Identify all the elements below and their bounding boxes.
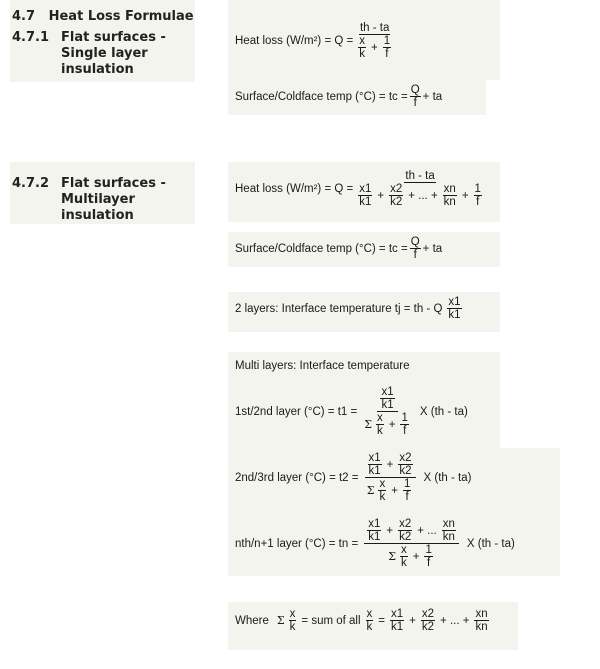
subsection-1-line: Single layer: [61, 46, 148, 61]
subsection-2-line: Multilayer: [61, 192, 135, 207]
formula-two-layer-interface: 2 layers: Interface temperature tj = th - Q $\frac{x1}{k1}$: [235, 296, 461, 322]
sigma-symbol: Σ: [276, 614, 285, 628]
fraction: [474, 183, 482, 208]
fraction-part: xn: [443, 183, 456, 196]
fraction: [380, 386, 394, 411]
fraction: [365, 452, 416, 503]
formula-surface-temp-single: Surface/Coldface temp (°C) = tc = $\frac{Q}{f}$ + ta: [235, 84, 443, 110]
subsection-2-number: 4.7.2: [12, 176, 50, 191]
formula-layer-2-3: 2nd/3rd layer (°C) = t2 = $\frac{x1}{k1}$ + $\frac{x2}{k2}$ Σ $\frac{x}{k}$ + $\frac{1}{f}$ X (th - ta): [235, 452, 472, 504]
fraction-part: kn: [442, 531, 455, 544]
fraction-part: [366, 478, 415, 503]
operator: + ... +: [408, 189, 438, 202]
fraction-part: x1: [368, 452, 381, 464]
operator: + ...: [417, 524, 437, 537]
fraction-part: k1: [448, 309, 461, 322]
fraction-part: x1: [359, 183, 372, 196]
section-title: Heat Loss Formulae: [48, 9, 194, 24]
fraction-part: f: [405, 491, 409, 504]
fraction: [364, 518, 459, 569]
fraction: [398, 452, 412, 477]
fraction-part: th - ta: [359, 22, 390, 34]
fraction-part: x1: [381, 386, 394, 398]
subsection-1-line: insulation: [61, 62, 134, 77]
fraction-part: x1: [391, 608, 404, 620]
fraction-part: x1: [448, 296, 461, 308]
fraction-part: x2: [421, 608, 435, 620]
formula-layer-n: nth/n+1 layer (°C) = tn = $\frac{x1}{k1}$ + $\frac{x2}{k2}$ + ... $\frac{xn}{kn}$ Σ $\frac{x}{k}$ + $\frac{1}{f}$ X (th - ta): [235, 518, 515, 570]
fraction: [410, 236, 421, 261]
fraction: [355, 170, 485, 208]
fraction: [443, 183, 457, 208]
operator: +: [409, 614, 416, 627]
multi-layer-heading: Multi layers: Interface temperature: [235, 360, 410, 372]
fraction-part: x: [359, 35, 365, 48]
subsection-1-line: Flat surfaces -: [61, 30, 166, 45]
formula-heat-loss-multi: Heat loss (W/m²) = Q = th - ta $\frac{x1}{k1}$ + $\frac{x2}{k2}$ + ... + $\frac{xn}{kn}$ + $\frac{1}{f}$: [235, 170, 487, 208]
fraction-part: [364, 518, 459, 544]
fraction: [376, 412, 384, 437]
fraction: [403, 478, 411, 503]
subsection-2-line: Flat surfaces -: [61, 176, 166, 191]
fraction-part: [363, 412, 412, 437]
fraction: [398, 518, 412, 543]
fraction: [378, 478, 386, 503]
fraction-part: kn: [475, 621, 488, 634]
fraction: [474, 608, 488, 633]
fraction-part: x: [400, 544, 407, 557]
operator: +: [386, 524, 394, 537]
fraction-part: f: [385, 48, 389, 61]
fraction: [421, 608, 435, 633]
operator: +: [391, 484, 398, 497]
operator: +: [388, 418, 396, 431]
fraction-part: f: [476, 196, 480, 209]
fraction-part: k: [289, 621, 296, 634]
fraction: [368, 452, 382, 477]
sigma-symbol: Σ: [366, 483, 375, 497]
fraction-part: [355, 183, 485, 208]
fraction: [442, 518, 456, 543]
fraction: [289, 608, 297, 633]
fraction-part: k: [359, 48, 365, 61]
fraction-part: 1: [425, 544, 432, 557]
sigma-symbol: Σ: [388, 549, 396, 563]
fraction-part: k1: [391, 621, 404, 634]
fraction-part: Q: [410, 236, 420, 248]
fraction: [390, 608, 404, 633]
fraction-part: th - ta: [405, 170, 435, 182]
fraction: [358, 183, 372, 208]
fraction: [410, 84, 421, 109]
fraction: [367, 518, 381, 543]
fraction-part: k2: [399, 465, 412, 478]
fraction: [358, 35, 366, 60]
fraction-part: x2: [399, 518, 412, 530]
fraction-part: f: [403, 425, 407, 438]
fraction-part: k1: [381, 399, 394, 412]
fraction-part: 1: [383, 35, 391, 48]
operator: +: [461, 189, 469, 202]
fraction: [383, 35, 391, 60]
fraction: [400, 412, 408, 437]
fraction-part: x: [379, 478, 386, 491]
fraction-part: 1: [403, 478, 411, 491]
formula-heat-loss-single: Heat loss (W/m²) = Q = th - ta $\frac{x}{k}$ + $\frac{1}{f}$: [235, 22, 396, 60]
fraction: [355, 22, 394, 60]
fraction-part: k1: [359, 196, 372, 209]
operator: +: [377, 189, 385, 202]
subsection-1-number: 4.7.1: [12, 30, 50, 45]
fraction-part: k2: [390, 196, 403, 209]
fraction-part: 1: [474, 183, 481, 196]
subsection-2-title: [61, 176, 166, 224]
operator: =: [378, 614, 385, 627]
operator: +: [370, 41, 378, 54]
fraction: [400, 544, 408, 569]
fraction: [366, 608, 374, 633]
fraction-part: [387, 544, 436, 569]
fraction-part: x2: [390, 183, 403, 196]
fraction-part: k: [377, 425, 383, 438]
fraction-part: x1: [368, 518, 381, 530]
fraction-part: x: [366, 608, 373, 620]
operator: = sum of all: [301, 614, 361, 627]
fraction-part: x2: [399, 452, 412, 464]
subsection-1-title: [61, 30, 166, 78]
section-number: 4.7: [12, 9, 36, 24]
fraction-part: xn: [442, 518, 455, 530]
fraction-part: k2: [421, 621, 435, 634]
operator: + ... +: [440, 614, 470, 627]
fraction-part: k1: [368, 465, 381, 478]
fraction: [447, 296, 461, 321]
operator: +: [412, 550, 420, 563]
fraction-part: 1: [401, 412, 408, 425]
fraction-part: Q: [410, 84, 420, 96]
fraction-part: k2: [399, 531, 412, 544]
fraction-part: kn: [443, 196, 456, 209]
fraction-part: k: [400, 557, 407, 570]
subsection-2-line: insulation: [61, 208, 134, 223]
formula-layer-1-2: 1st/2nd layer (°C) = t1 = $\frac{x1}{k1}$ Σ $\frac{x}{k}$ + $\frac{1}{f}$ X (th - ta): [235, 386, 468, 438]
fraction-part: xn: [475, 608, 488, 620]
fraction-part: f: [413, 249, 417, 262]
formula-sum-definition: Where Σ $\frac{x}{k}$ = sum of all $\frac{x}{k}$ = $\frac{x1}{k1}$ + $\frac{x2}{k2}$ + ... + $\frac{xn}{kn}$: [235, 608, 488, 634]
fraction-part: [377, 386, 397, 412]
operator: +: [386, 458, 394, 471]
fraction: [424, 544, 432, 569]
fraction-part: [365, 452, 416, 478]
section-heading: [12, 9, 194, 25]
fraction: [389, 183, 403, 208]
fraction-part: k1: [368, 531, 381, 544]
fraction-part: f: [413, 97, 417, 110]
fraction-part: k: [366, 621, 373, 634]
formula-surface-temp-multi: Surface/Coldface temp (°C) = tc = $\frac{Q}{f}$ + ta: [235, 236, 443, 262]
fraction: [363, 386, 412, 437]
fraction-part: x: [377, 412, 383, 425]
fraction-part: x: [289, 608, 296, 620]
fraction-part: f: [427, 557, 431, 570]
fraction-part: k: [379, 491, 386, 504]
sigma-symbol: Σ: [364, 417, 372, 431]
fraction-part: [355, 35, 394, 60]
